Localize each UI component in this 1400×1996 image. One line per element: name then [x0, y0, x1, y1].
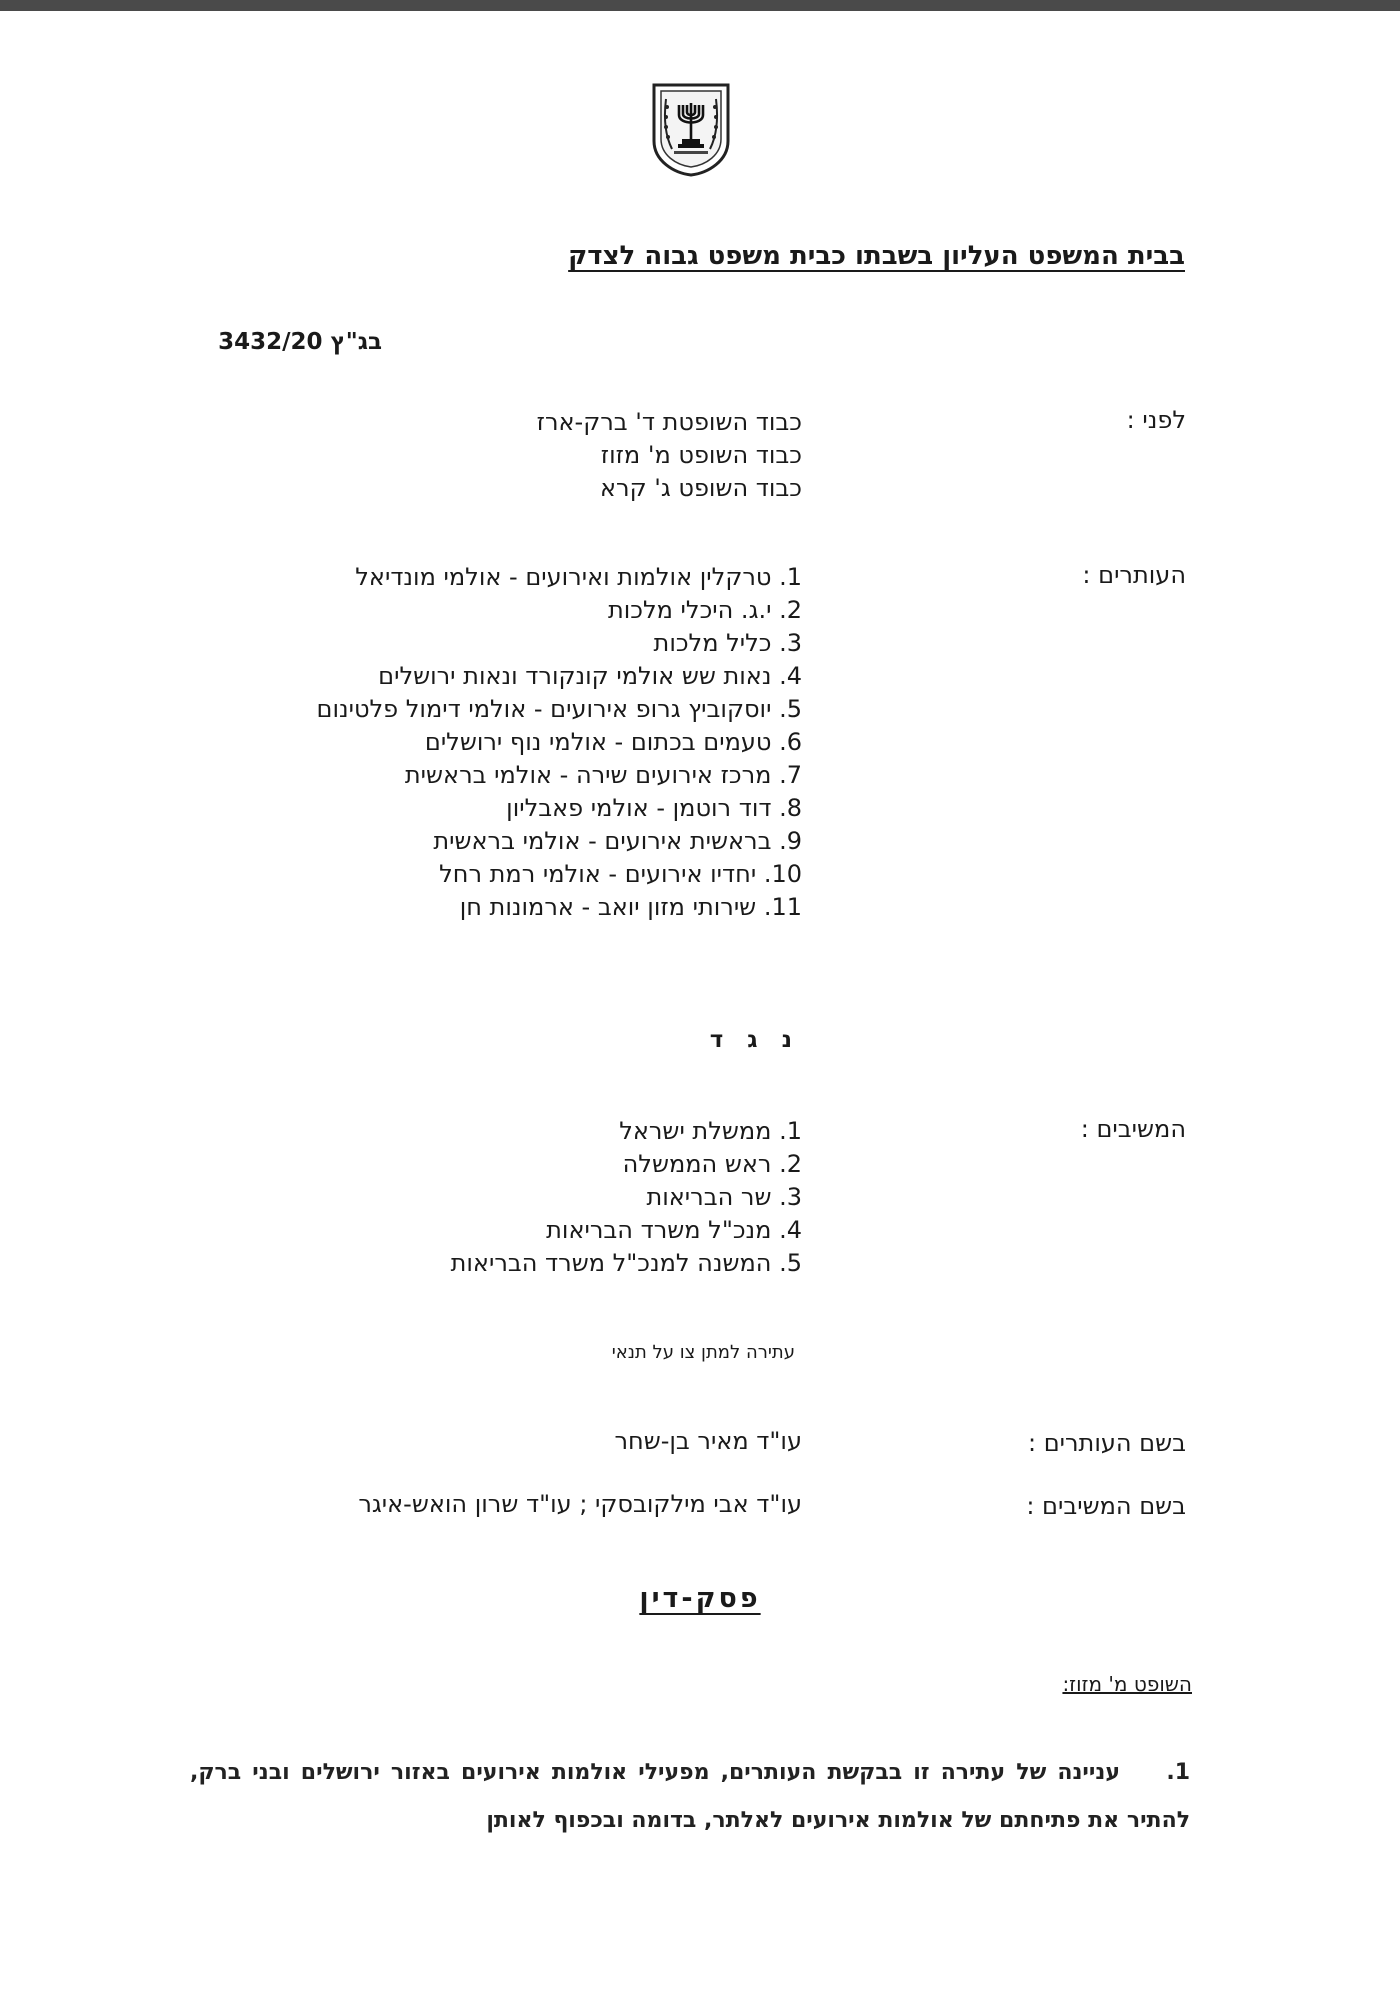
judge-heading: השופט מ' מזוז: — [1062, 1672, 1192, 1696]
respondent-item: 5. המשנה למנכ"ל משרד הבריאות — [450, 1249, 802, 1277]
petitioner-item: 4. נאות שש אולמי קונקורד ונאות ירושלים — [378, 662, 802, 690]
judge-1: כבוד השופטת ד' ברק-ארז — [536, 408, 802, 436]
counsel-petitioners-label: בשם העותרים : — [1027, 1429, 1186, 1457]
judge-2: כבוד השופט מ' מזוז — [600, 441, 802, 469]
against-label: נ ג ד — [709, 1027, 800, 1053]
viewer-top-bar — [0, 0, 1400, 11]
state-emblem-icon — [648, 81, 734, 177]
petition-type: עתירה למתן צו על תנאי — [611, 1342, 795, 1363]
petitioner-item: 2. י.ג. היכלי מלכות — [607, 596, 802, 624]
petitioner-item: 1. טרקלין אולמות ואירועים - אולמי מונדיאל — [355, 563, 802, 591]
paragraph-number: 1. — [1166, 1760, 1190, 1785]
document-page — [0, 11, 1400, 1996]
respondent-item: 3. שר הבריאות — [646, 1183, 802, 1211]
counsel-respondents-label: בשם המשיבים : — [1026, 1492, 1186, 1520]
petitioner-item: 11. שירותי מזון יואב - ארמונות חן — [459, 893, 802, 921]
petitioner-item: 10. יחדיו אירועים - אולמי רמת רחל — [439, 860, 802, 888]
petitioner-item: 8. דוד רוטמן - אולמי פאבליון — [506, 794, 802, 822]
petitioners-label: העותרים : — [1082, 561, 1186, 589]
judgment-title: פסק-דין — [639, 1583, 761, 1614]
court-title: בבית המשפט העליון בשבתו כבית משפט גבוה לצדק — [568, 241, 1185, 271]
petitioners-list — [312, 561, 802, 924]
before-label: לפני : — [1126, 406, 1186, 434]
respondent-item: 1. ממשלת ישראל — [619, 1117, 802, 1145]
respondent-item: 4. מנכ"ל משרד הבריאות — [546, 1216, 802, 1244]
petitioner-item: 3. כליל מלכות — [653, 629, 802, 657]
judges-list — [537, 406, 802, 505]
petitioner-item: 6. טעמים בכתום - אולמי נוף ירושלים — [424, 728, 802, 756]
judge-3: כבוד השופט ג' קרא — [600, 474, 802, 502]
petitioner-item: 9. בראשית אירועים - אולמי בראשית — [433, 827, 802, 855]
respondents-label: המשיבים : — [1080, 1115, 1186, 1143]
petitioner-item: 7. מרכז אירועים שירה - אולמי בראשית — [404, 761, 802, 789]
paragraph-text: עניינה של עתירה זו בבקשת העותרים, מפעילי אולמות אירועים באזור ירושלים ובני ברק, להתיר את פתיחתם של אולמות אירועים לאלתר, בדומה ובכפוף לאותן — [190, 1760, 1190, 1833]
respondent-item: 2. ראש הממשלה — [622, 1150, 802, 1178]
paragraph-1 — [190, 1749, 1190, 1845]
petitioner-item: 5. יוסקוביץ גרופ אירועים - אולמי דימול פלטינום — [316, 695, 802, 723]
counsel-petitioners-value: עו"ד מאיר בן-שחר — [614, 1427, 802, 1455]
case-number: בג"ץ 3432/20 — [218, 329, 382, 355]
counsel-respondents-value: עו"ד אבי מילקובסקי ; עו"ד שרון הואש-איגר — [358, 1490, 802, 1518]
respondents-list — [451, 1115, 802, 1280]
